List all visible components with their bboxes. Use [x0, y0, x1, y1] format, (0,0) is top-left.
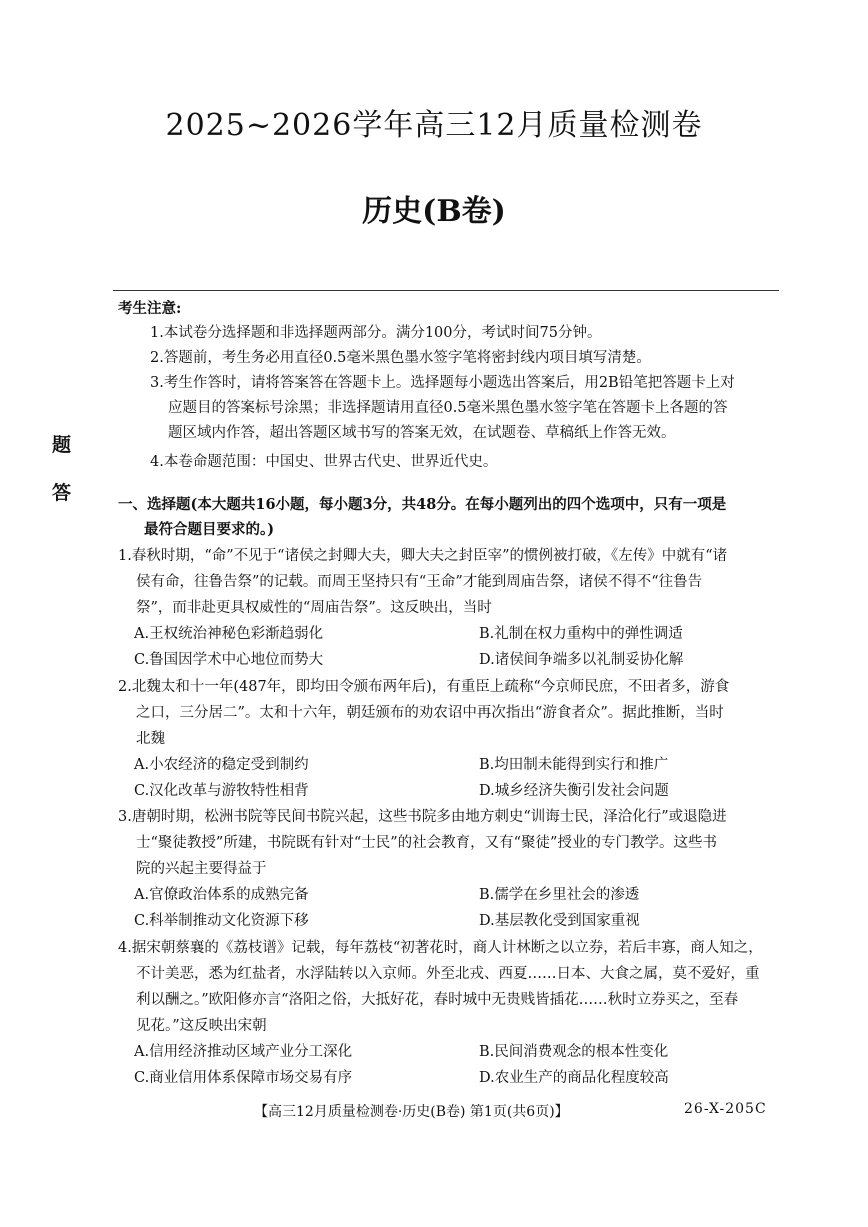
options	[118, 621, 808, 673]
notes-block	[118, 296, 808, 475]
side-mark-da: 答	[52, 482, 72, 504]
option-d: D.基层教化受到国家重视	[479, 913, 640, 929]
question-stem: 见花。”这反映出宋朝	[136, 1018, 267, 1034]
option-a: A.王权统治神秘色彩渐趋弱化	[134, 626, 324, 642]
note-2: 2.答题前，考生务必用直径0.5毫米黑色墨水签字笔将密封线内项目填写清楚。	[150, 350, 651, 366]
option-a: A.小农经济的稳定受到制约	[134, 757, 309, 773]
option-d: D.诸侯间争端多以礼制妥协化解	[479, 652, 684, 668]
note-1: 1.本试卷分选择题和非选择题两部分。满分100分，考试时间75分钟。	[150, 325, 602, 341]
question-stem: 3.唐朝时期，松洲书院等民间书院兴起，这些书院多由地方刺史“训诲士民，泽洽化行”或退隐进	[118, 809, 727, 825]
question-stem: 2.北魏太和十一年(487年，即均田令颁布两年后)，有重臣上疏称“今京师民庶，不田者多，游食	[118, 679, 730, 695]
question-stem: 祭”，而非赴更具权威性的“周庙告祭”。这反映出，当时	[136, 600, 492, 616]
options	[118, 752, 808, 804]
option-c: C.商业信用体系保障市场交易有序	[134, 1070, 353, 1086]
exam-subtitle: 历史(B卷)	[362, 194, 506, 229]
option-b: B.均田制未能得到实行和推广	[479, 757, 669, 773]
option-b: B.礼制在权力重构中的弹性调适	[479, 626, 683, 642]
section-line: 最符合题目要求的。)	[144, 521, 275, 538]
option-d: D.农业生产的商品化程度较高	[479, 1070, 669, 1086]
question-2	[118, 674, 808, 804]
question-3	[118, 804, 808, 934]
notes-heading: 考生注意:	[118, 300, 182, 317]
option-a: A.官僚政治体系的成熟完备	[134, 887, 309, 903]
option-c: C.科举制推动文化资源下移	[134, 913, 309, 929]
note-3: 3.考生作答时，请将答案答在答题卡上。选择题每小题选出答案后，用2B铅笔把答题卡上对	[150, 375, 735, 391]
question-stem: 北魏	[136, 731, 165, 747]
note-3-cont: 应题目的答案标号涂黑；非选择题请用直径0.5毫米黑色墨水签字笔在答题卡上各题的答	[168, 400, 728, 416]
question-stem: 侯有命，往鲁告祭”的记载。而周王坚持只有“王命”才能到周庙告祭，诸侯不得不“往鲁告	[136, 574, 703, 590]
question-stem: 院的兴起主要得益于	[136, 861, 267, 877]
options	[118, 882, 808, 934]
options	[118, 1039, 808, 1091]
exam-title: 2025~2026学年高三12月质量检测卷	[165, 108, 703, 143]
side-mark-ti: 题	[52, 434, 72, 456]
note-3-cont: 题区域内作答，超出答题区域书写的答案无效，在试题卷、草稿纸上作答无效。	[168, 425, 676, 441]
question-stem: 利以酬之。”欧阳修亦言“洛阳之俗，大抵好花，春时城中无贵贱皆插花……秋时立券买之，至春	[136, 992, 739, 1008]
question-stem: 士“聚徒教授”所建，书院既有针对“士民”的社会教育，又有“聚徒”授业的专门教学。这些书	[136, 835, 717, 851]
footer-text: 【高三12月质量检测卷·历史(B卷) 第1页(共6页)】	[254, 1104, 569, 1120]
question-1	[118, 543, 808, 673]
option-c: C.鲁国因学术中心地位而势大	[134, 652, 324, 668]
option-b: B.儒学在乡里社会的渗透	[479, 887, 640, 903]
question-4	[118, 935, 808, 1091]
option-d: D.城乡经济失衡引发社会问题	[479, 783, 669, 799]
page-footer	[254, 1101, 814, 1121]
option-c: C.汉化改革与游牧特性相背	[134, 783, 309, 799]
note-4: 4.本卷命题范围：中国史、世界古代史、世界近代史。	[150, 454, 498, 470]
question-stem: 不计美恶，悉为红盐者，水浮陆转以入京师。外至北戎、西夏……日本、大食之属，莫不爱好，重	[136, 966, 760, 982]
question-stem: 1.春秋时期，“命”不见于“诸侯之封卿大夫，卿大夫之封臣宰”的惯例被打破，《左传》中就有“诸	[118, 548, 728, 564]
footer-code: 26-X-205C	[684, 1101, 767, 1117]
header-divider	[113, 290, 779, 291]
option-b: B.民间消费观念的根本性变化	[479, 1044, 669, 1060]
section-line: 一、选择题(本大题共16小题，每小题3分，共48分。在每小题列出的四个选项中，只有一项是	[118, 496, 727, 513]
option-a: A.信用经济推动区域产业分工深化	[134, 1044, 353, 1060]
section-heading	[118, 492, 808, 542]
question-stem: 4.据宋朝蔡襄的《荔枝谱》记载，每年荔枝“初著花时，商人计林断之以立券，若后丰寡，商人知之，	[118, 940, 763, 956]
question-stem: 之口，三分居二”。太和十六年，朝廷颁布的劝农诏中再次指出“游食者众”。据此推断，当时	[136, 705, 724, 721]
